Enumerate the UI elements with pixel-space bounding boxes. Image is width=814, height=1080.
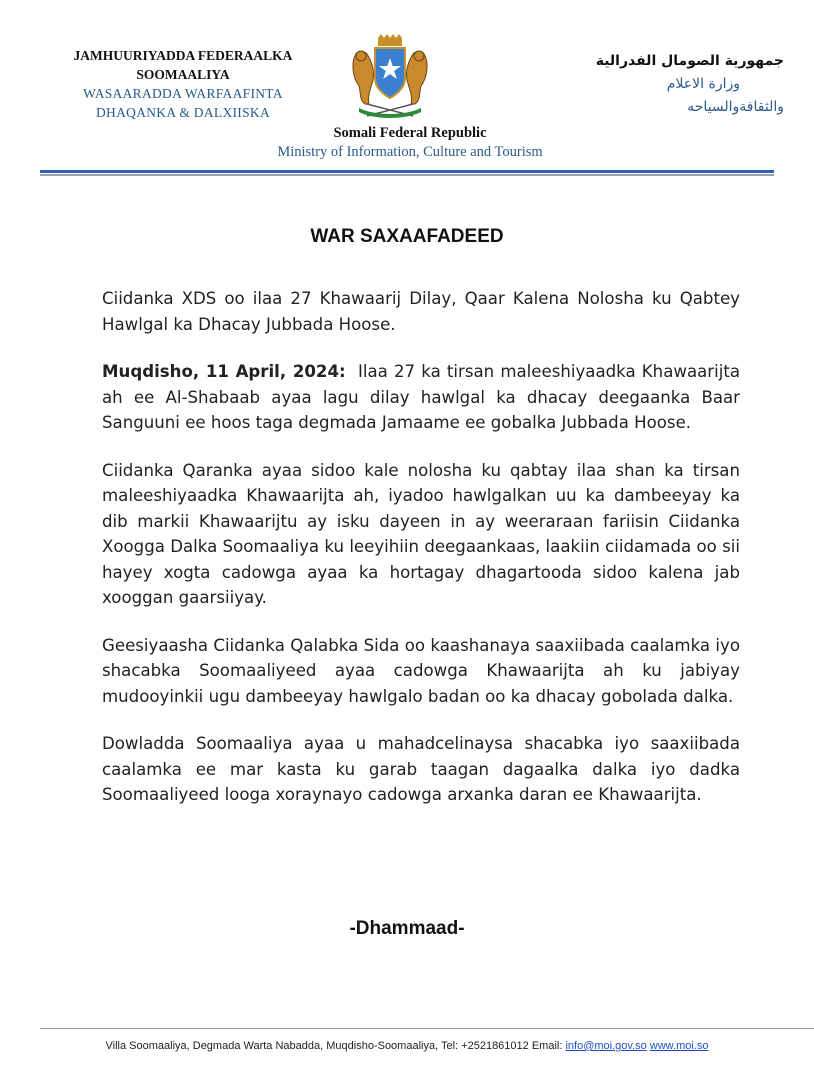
document-body <box>102 286 740 830</box>
letterhead-left <box>58 46 308 122</box>
document-title: WAR SAXAAFADEED <box>310 226 504 247</box>
footer-divider <box>40 1028 814 1029</box>
letterhead-republic-name: Somali Federal Republic <box>333 125 487 141</box>
footer-website-link[interactable]: www.moi.so <box>649 1040 709 1052</box>
footer-email-link[interactable]: info@moi.gov.so <box>565 1040 647 1052</box>
footer-address: Villa Soomaaliya, Degmada Warta Nabadda, Muqdisho-Soomaaliya, Tel: +2521861012 Email: <box>105 1040 563 1052</box>
letterhead-divider-blue <box>40 170 774 173</box>
dateline: Muqdisho, 11 April, 2024: <box>102 362 346 381</box>
letterhead-right-line2: وزارة الاعلام <box>666 76 740 92</box>
letterhead-center <box>240 124 580 162</box>
paragraph-1 <box>102 359 740 436</box>
paragraph-3: Geesiyaasha Ciidanka Qalabka Sida oo kaashanaya saaxiibada caalamka iyo shacabka Soomaaliyeed ayaa cadowga Khawaarijta ah ku jabiyay mudooyinkii ugu dambeeyay hawlgalo badan oo ka dhacay gobolada dalka. <box>102 635 740 706</box>
letterhead-left-line1: JAMHUURIYADDA FEDERAALKA <box>73 48 293 63</box>
paragraph-2: Ciidanka Qaranka ayaa sidoo kale nolosha ku qabtay ilaa shan ka tirsan maleeshiyaadka Khawaarijta ah, iyadoo hawlgalkan uu ka dambeeyay ka dib markii Khawaarijtu ay isku dayeen in ay weeraraan fariisin Ciidanka Xoogga Dalka Soomaaliya ku leeyihiin deegaankaas, laakiin ciidamada oo sii hayey xogta cadowga ayaa ka hortagay dhagartooda sidoo kalena jab xooggan gaarsiiyay. <box>102 460 740 607</box>
letterhead-right <box>534 50 784 119</box>
letterhead-left-line3: WASAARADDA WARFAAFINTA <box>83 86 283 101</box>
letterhead-divider-gray <box>40 174 774 176</box>
headline: Ciidanka XDS oo ilaa 27 Khawaarij Dilay, Qaar Kalena Nolosha ku Qabtey Hawlgal ka Dhacay Jubbada Hoose. <box>102 289 740 334</box>
paragraph-4: Dowladda Soomaaliya ayaa u mahadcelinaysa shacabka iyo saaxiibada caalamka ee mar kasta ku garab taagan dagaalka dalka iyo dadka Soomaaliyeed looga xoraynayo cadowga arxanka daran ee Khawaarijta. <box>102 734 740 804</box>
letterhead-left-line2: SOOMAALIYA <box>136 67 230 82</box>
letterhead-left-line4: DHAQANKA & DALXIISKA <box>96 105 270 120</box>
letterhead-right-line1: جمهورية الصومال الفدرالية <box>595 53 784 69</box>
closing-mark: -Dhammaad- <box>349 918 465 939</box>
paragraph-1-text: Ilaa 27 ka tirsan maleeshiyaadka Khawaarijta ah ee Al-Shabaab ayaa lagu dilay hawlgal ka dhacay deegaanka Baar Sanguuni ee hoos taga degmada Jamaame ee gobalka Jubbada Hoose. <box>102 362 740 432</box>
letterhead-ministry-name: Ministry of Information, Culture and Tourism <box>277 144 543 160</box>
letterhead-right-line3: والثقافةوالسياحه <box>687 99 784 115</box>
somalia-coat-of-arms-icon <box>345 34 435 120</box>
footer <box>0 1040 814 1052</box>
